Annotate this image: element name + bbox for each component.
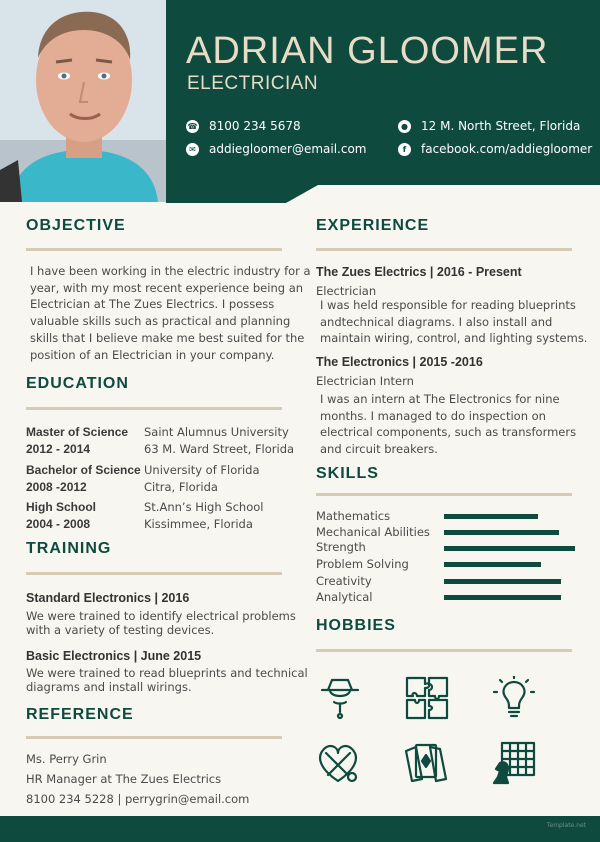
address-contact [398,119,580,133]
skill-bar [444,546,575,551]
phone-contact [186,119,301,133]
experience-line: andtechnical diagrams. I also install and [320,314,553,329]
education-years: 2008 -2012 [26,480,87,494]
footer-credit: Template.net [546,822,586,829]
email-icon: ✉ [186,143,199,156]
experience-title: The Electronics | 2015 -2016 [316,355,483,369]
education-years: 2012 - 2014 [26,442,91,456]
facebook-contact[interactable] [398,142,592,156]
cards-icon [404,741,448,785]
skill-label: Problem Solving [316,557,409,571]
objective-line: year, with my most recent experience being an [30,280,304,295]
skill-label: Strength [316,540,366,554]
education-place: 63 M. Ward Street, Florida [144,442,295,456]
hobbies-heading: HOBBIES [316,617,396,634]
chess-icon [492,741,536,785]
objective-line: Electrician at The Zues Electrics. I possess [30,297,275,312]
education-school: University of Florida [144,463,260,477]
training-desc [26,609,296,637]
experience-desc [320,391,576,458]
training-desc [26,666,308,694]
training-heading: TRAINING [26,540,112,557]
experience-line: electrical components, such as transformers [320,425,577,440]
education-degree: Master of Science [26,425,129,439]
objective-line: position of an Electrician in your company. [30,347,275,362]
experience-role: Electrician [316,284,377,298]
header-notch [166,185,600,203]
experience-role: Electrician Intern [316,374,414,388]
reference-contact: 8100 234 5228 | perrygrin@email.com [26,792,250,806]
objective-line: I have been working in the electric industry for a [30,264,311,278]
skill-bar [444,595,561,600]
email-text: addiegloomer@email.com [209,142,367,156]
education-degree: High School [26,500,96,514]
puzzle-icon [405,676,449,720]
education-item [26,462,260,496]
skill-bar [444,530,559,535]
training-title: Standard Electronics | 2016 [26,591,190,605]
skill-bar [444,562,541,567]
portrait-illustration [0,0,166,202]
phone-text: 8100 234 5678 [209,119,301,133]
education-school-block [144,499,263,533]
skills-rule [316,493,572,496]
candidate-name: ADRIAN GLOOMER [186,30,549,72]
education-degree: Bachelor of Science [26,463,141,477]
experience-title: The Zues Electrics | 2016 - Present [316,265,522,279]
training-line: with a variety of testing devices. [26,623,215,637]
skill-label: Mathematics [316,509,391,523]
education-school: St.Ann’s High School [144,500,264,514]
objective-line: skills that I believe make me best suited for the [30,330,305,345]
training-line: diagrams and install wirings. [26,680,192,694]
reference-name: Ms. Perry Grin [26,752,107,766]
footer-band [0,816,600,842]
education-school: Saint Alumnus University [144,425,289,439]
facebook-text: facebook.com/addiegloomer [421,142,593,156]
experience-desc [320,297,587,347]
skill-label: Creativity [316,574,372,588]
phone-icon: ☎ [187,121,198,131]
skill-bar [444,514,538,519]
profile-photo [0,0,166,202]
skills-heading: SKILLS [316,465,379,482]
experience-rule [316,248,572,251]
objective-rule [26,248,282,251]
facebook-icon: f [398,143,411,156]
experience-line: months. I managed to do inspection on [320,408,546,423]
education-heading: EDUCATION [26,375,129,392]
address-text: 12 M. North Street, Florida [421,119,581,133]
objective-line: valuable skills such as practical and planning [30,314,291,329]
hobbies-rule [316,649,572,652]
reference-role: HR Manager at The Zues Electrics [26,772,222,786]
education-school-block [144,424,294,458]
experience-heading: EXPERIENCE [316,217,430,234]
candidate-title: ELECTRICIAN [187,73,319,94]
location-pin-icon: ● [398,120,411,133]
education-school-block [144,462,260,496]
experience-line: I was an intern at The Electronics for nine [320,392,560,406]
training-title: Basic Electronics | June 2015 [26,649,202,663]
skill-label: Mechanical Abilities [316,525,430,539]
education-item [26,424,295,458]
skill-label: Analytical [316,590,373,604]
training-line: We were trained to read blueprints and technical [26,666,308,680]
skill-bar [444,579,561,584]
detective-icon [318,676,362,720]
experience-line: and circuit breakers. [320,442,438,457]
sports-icon [316,741,360,785]
objective-text [30,263,311,363]
email-contact[interactable] [186,142,366,156]
education-rule [26,407,282,410]
education-item [26,499,264,533]
education-years: 2004 - 2008 [26,517,91,531]
experience-line: I was held responsible for reading blueprints [320,298,576,312]
training-line: We were trained to identify electrical problems [26,609,296,623]
reference-heading: REFERENCE [26,706,134,723]
lightbulb-icon [492,676,536,720]
objective-heading: OBJECTIVE [26,217,126,234]
experience-line: maintain wiring, control, and lighting systems. [320,331,588,346]
training-rule [26,572,282,575]
education-place: Citra, Florida [144,480,218,494]
education-place: Kissimmee, Florida [144,517,253,531]
reference-rule [26,736,282,739]
